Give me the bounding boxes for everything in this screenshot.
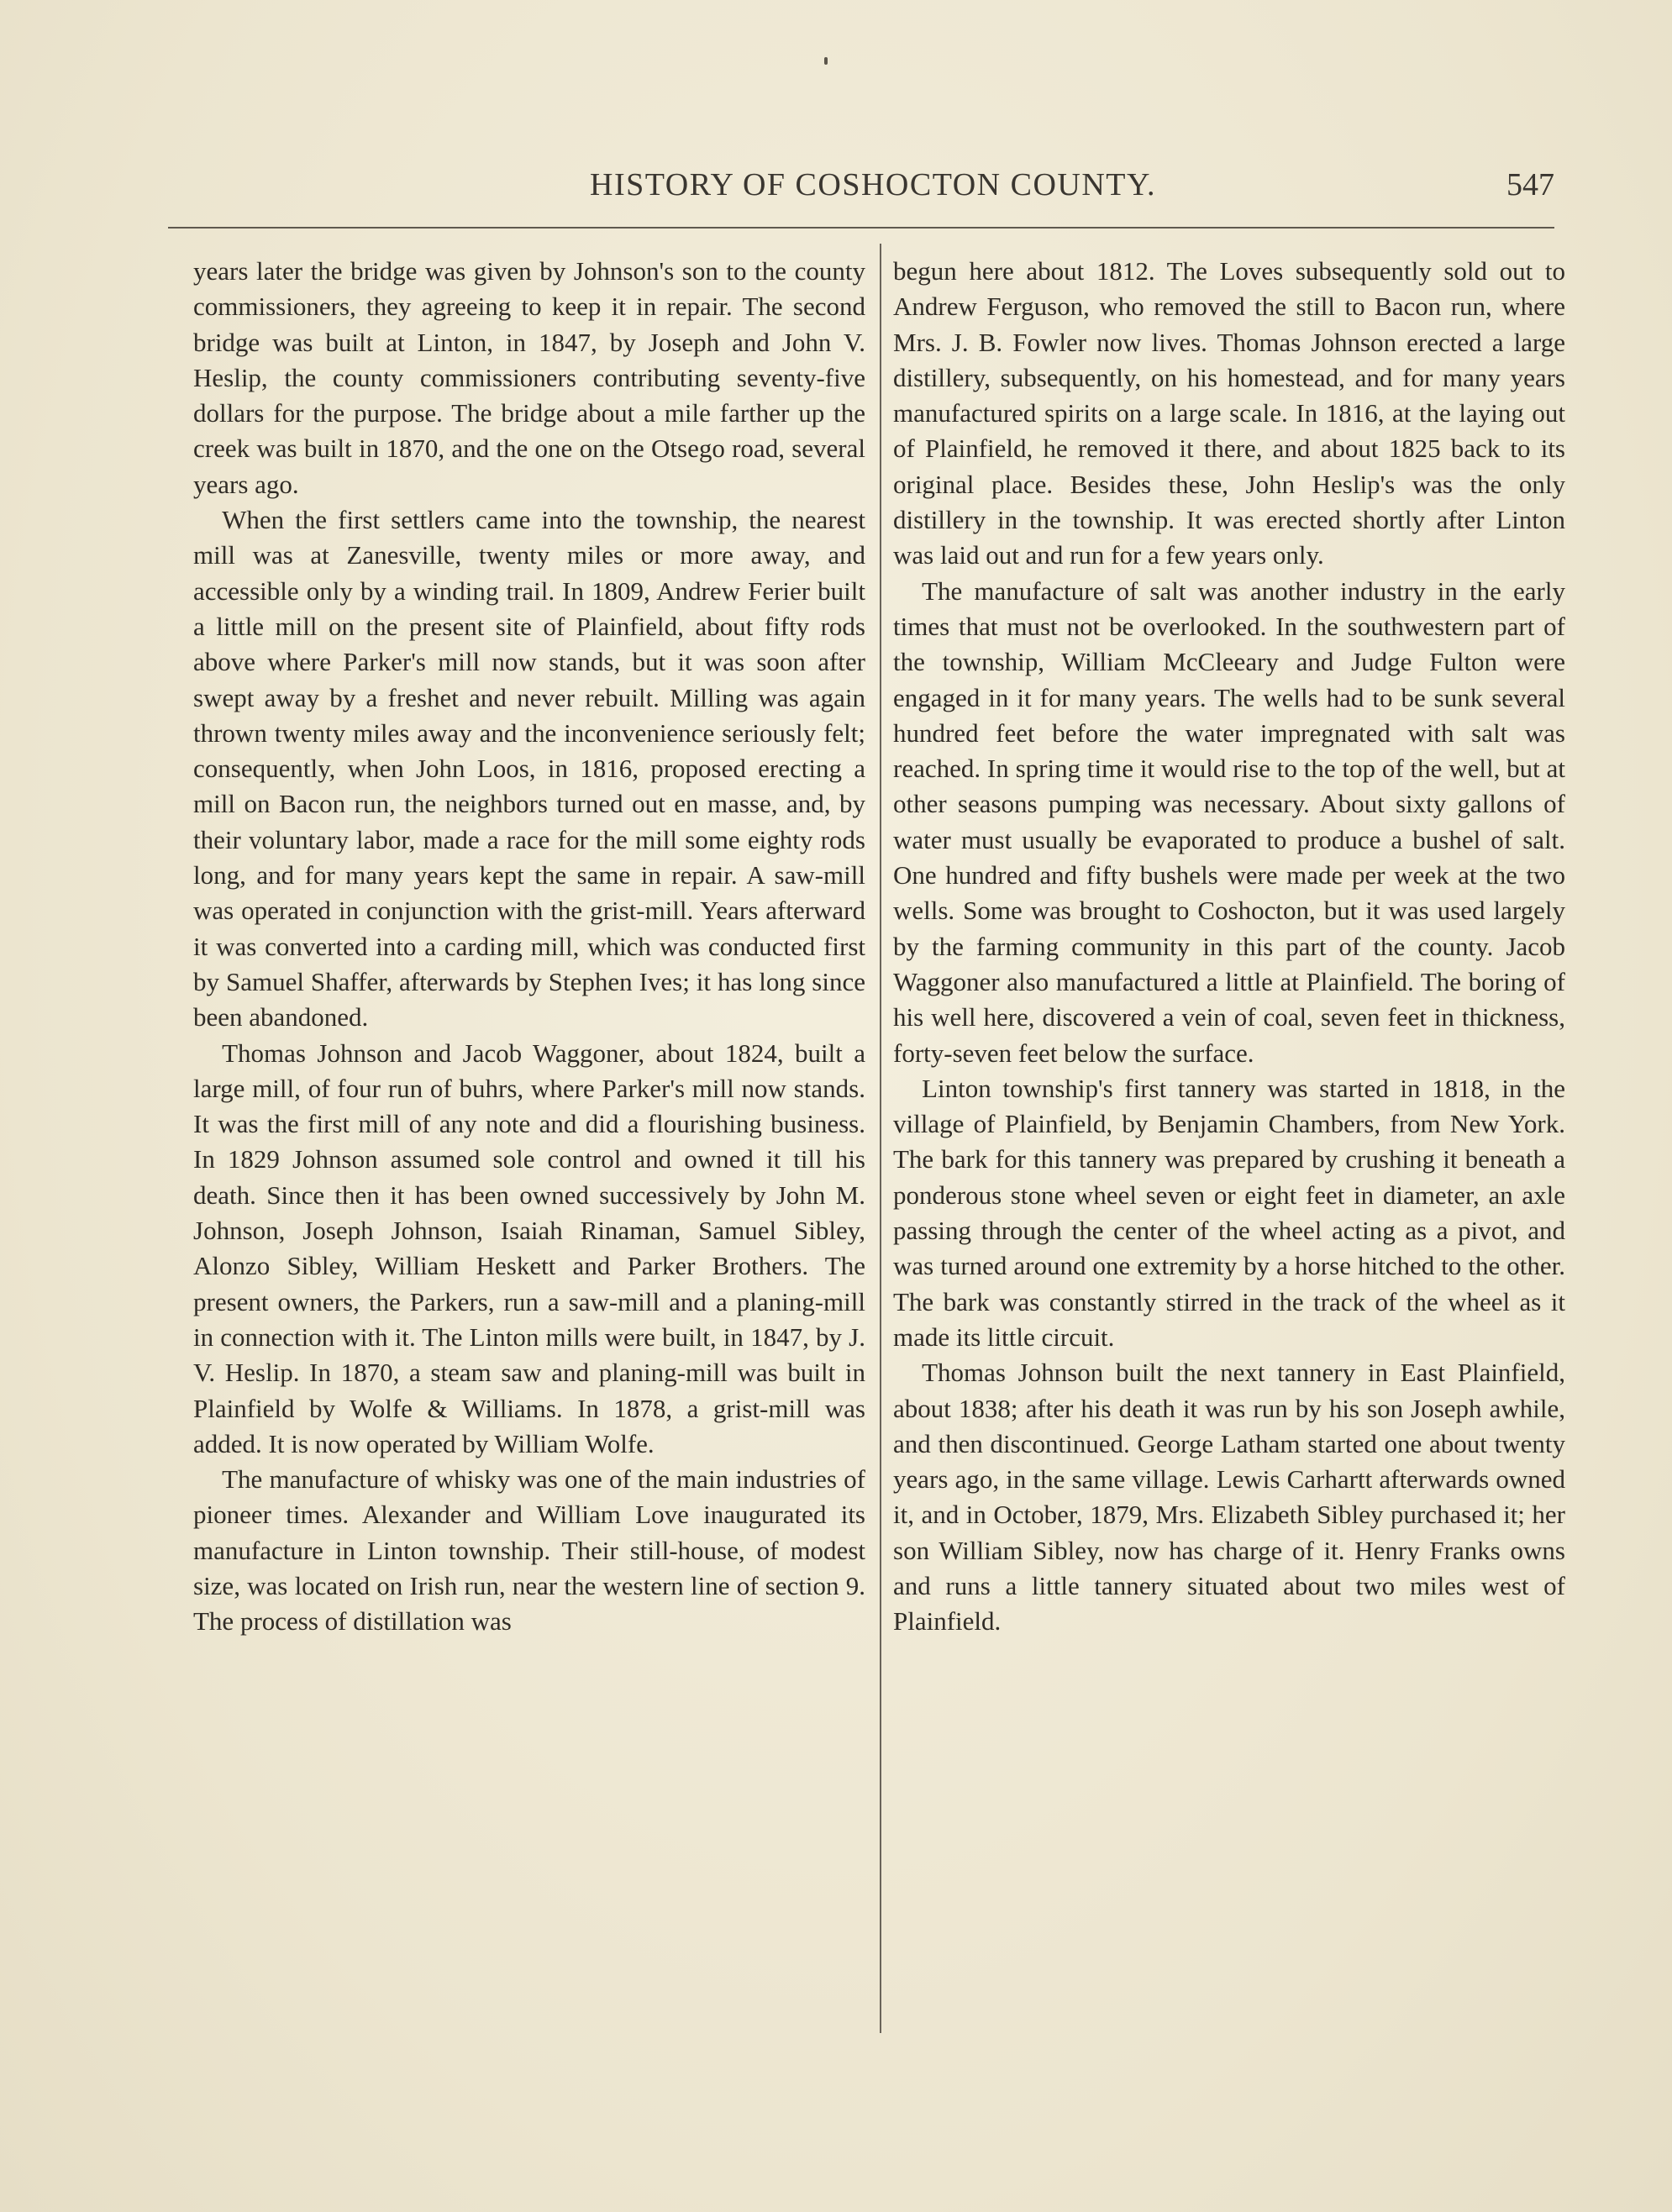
right-column xyxy=(893,254,1565,1640)
header-rule xyxy=(168,227,1554,229)
paragraph: When the first settlers came into the township, the nearest mill was at Zanesville, twenty miles or more away, and accessible only by a winding trail. In 1809, Andrew Ferier built a little mill on the present site of Plainfield, about fifty rods above where Parker's mill now stands, but it was soon after swept away by a freshet and never rebuilt. Milling was again thrown twenty miles away and the inconvenience seriously felt; consequently, when John Loos, in 1816, proposed erecting a mill on Bacon run, the neighbors turned out en masse, and, by their voluntary labor, made a race for the mill some eighty rods long, and for many years kept the same in repair. A saw-mill was operated in conjunction with the grist-mill. Years afterward it was converted into a carding mill, which was conducted first by Samuel Shaffer, afterwards by Stephen Ives; it has long since been abandoned. xyxy=(193,505,865,1032)
running-title: HISTORY OF COSHOCTON COUNTY. xyxy=(590,167,1157,202)
ink-speck xyxy=(824,57,828,65)
page-number: 547 xyxy=(1506,167,1554,202)
paragraph: Thomas Johnson and Jacob Waggoner, about 1824, built a large mill, of four run of buhrs, where Parker's mill now stands. It was the first mill of any note and did a flourishing business. In 1829 Johnson assumed sole control and owned it till his death. Since then it has been owned successively by John M. Johnson, Joseph Johnson, Isaiah Rinaman, Samuel Sibley, Alonzo Sibley, William Heskett and Parker Brothers. The present owners, the Parkers, run a saw-mill and a planing-mill in connection with it. The Linton mills were built, in 1847, by J. V. Heslip. In 1870, a steam saw and planing-mill was built in Plainfield by Wolfe & Williams. In 1878, a grist-mill was added. It is now operated by William Wolfe. xyxy=(193,1038,865,1458)
paragraph: years later the bridge was given by Johnson's son to the county commissioners, they agreeing to keep it in repair. The second bridge was built at Linton, in 1847, by Joseph and John V. Heslip, the county commissioners contributing seventy-five dollars for the purpose. The bridge about a mile farther up the creek was built in 1870, and the one on the Otsego road, several years ago. xyxy=(193,256,865,499)
left-column xyxy=(193,254,865,1640)
paragraph: Thomas Johnson built the next tannery in East Plainfield, about 1838; after his death it was run by his son Joseph awhile, and then discontinued. George Latham started one about twenty years ago, in the same village. Lewis Carhartt afterwards owned it, and in October, 1879, Mrs. Elizabeth Sibley purchased it; her son William Sibley, now has charge of it. Henry Franks owns and runs a little tannery situated about two miles west of Plainfield. xyxy=(893,1358,1565,1637)
paragraph: begun here about 1812. The Loves subsequently sold out to Andrew Ferguson, who removed the still to Bacon run, where Mrs. J. B. Fowler now lives. Thomas Johnson erected a large distillery, subsequently, on his homestead, and for many years manufactured spirits on a large scale. In 1816, at the laying out of Plainfield, he removed it there, and about 1825 back to its original place. Besides these, John Heslip's was the only distillery in the township. It was erected shortly after Linton was laid out and run for a few years only. xyxy=(893,256,1565,570)
column-divider xyxy=(880,244,881,2033)
page-header xyxy=(160,166,1554,208)
paragraph: Linton township's first tannery was started in 1818, in the village of Plainfield, by Benjamin Chambers, from New York. The bark for this tannery was prepared by crushing it beneath a ponderous stone wheel seven or eight feet in diameter, an axle passing through the center of the wheel acting as a pivot, and was turned around one extremity by a horse hitched to the other. The bark was constantly stirred in the track of the wheel as it made its little circuit. xyxy=(893,1073,1565,1352)
paragraph: The manufacture of salt was another industry in the early times that must not be overlooked. In the southwestern part of the township, William McCleeary and Judge Fulton were engaged in it for many years. The wells had to be sunk several hundred feet before the water impregnated with salt was reached. In spring time it would rise to the top of the well, but at other seasons pumping was necessary. About sixty gallons of water must usually be evaporated to produce a bushel of salt. One hundred and fifty bushels were made per week at the two wells. Some was brought to Coshocton, but it was used largely by the farming community in this part of the county. Jacob Waggoner also manufactured a little at Plainfield. The boring of his well here, discovered a vein of coal, seven feet in thickness, forty-seven feet below the surface. xyxy=(893,575,1565,1068)
paragraph: The manufacture of whisky was one of the main industries of pioneer times. Alexander and William Love inaugurated its manufacture in Linton township. Their still-house, of modest size, was located on Irish run, near the western line of section 9. The process of distillation was xyxy=(193,1464,865,1637)
